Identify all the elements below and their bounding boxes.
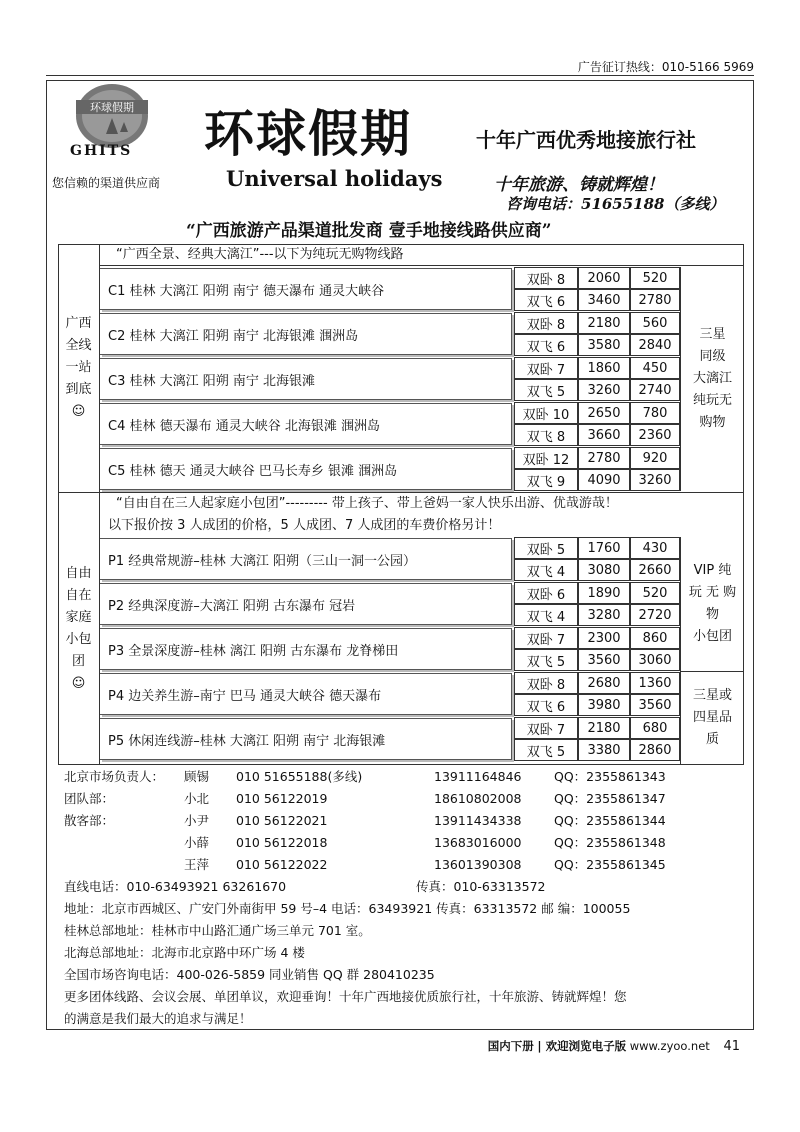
route-type: 双卧 5 (514, 537, 578, 559)
note-line: 同级 (699, 349, 726, 364)
route-name: P2 经典深度游–大漓江 阳朔 古东瀑布 冠岩 (100, 583, 512, 625)
price-child: 3260 (630, 469, 680, 491)
note-line: 纯玩无 (692, 393, 732, 408)
price-adult: 3980 (578, 694, 630, 716)
route-type: 双卧 12 (514, 447, 578, 469)
price-child: 560 (630, 312, 680, 334)
section2-banner (100, 493, 744, 537)
price-adult: 3660 (578, 424, 630, 446)
contact-mobile: 13601390308 (434, 857, 522, 872)
note-line: 小包团 (692, 629, 732, 644)
guilin-hq: 桂林总部地址：桂林市中山路汇通广场三单元 701 室。 (64, 923, 371, 938)
closing-text: 的满意是我们最大的追求与满足！ (64, 1011, 252, 1026)
route-type: 双卧 8 (514, 312, 578, 334)
contact-row (64, 788, 744, 810)
contact-tel: 010 56122019 (236, 791, 328, 806)
contact-row (64, 854, 744, 876)
ad-hotline: 广告征订热线：010-5166 5969 (577, 60, 754, 74)
route-name: C1 桂林 大漓江 阳朔 南宁 德天瀑布 通灵大峡谷 (100, 268, 512, 310)
price-adult: 3460 (578, 289, 630, 311)
section2-label (58, 493, 100, 764)
contact-qq: QQ：2355861348 (554, 835, 666, 850)
route-type: 双飞 5 (514, 379, 578, 401)
section2-label-line: 自由 (65, 565, 92, 581)
price-adult: 2780 (578, 447, 630, 469)
price-child: 450 (630, 357, 680, 379)
price-child: 2660 (630, 559, 680, 581)
subtitle: “广西旅游产品渠道批发商 壹手地接线路供应商” (186, 221, 552, 241)
contact-name: 顾锡 (184, 769, 210, 784)
section1-banner: “广西全景、经典大漓江”---以下为纯玩无购物线路 (100, 244, 744, 266)
footer-site[interactable]: www.zyoo.net (629, 1039, 710, 1053)
price-adult: 4090 (578, 469, 630, 491)
price-child: 2360 (630, 424, 680, 446)
contact-name: 小北 (184, 791, 210, 806)
route-type: 双飞 6 (514, 334, 578, 356)
note-line: 物 (705, 607, 719, 622)
route-name: C3 桂林 大漓江 阳朔 南宁 北海银滩 (100, 358, 512, 400)
contact-dept: 团队部： (64, 791, 115, 806)
price-adult: 2300 (578, 627, 630, 649)
contact-dept: 北京市场负责人： (64, 769, 165, 784)
consult-phone: 咨询电话：51655188（多线） (506, 195, 725, 213)
route-name: C2 桂林 大漓江 阳朔 南宁 北海银滩 涠洲岛 (100, 313, 512, 355)
route-name: C5 桂林 德天 通灵大峡谷 巴马长寿乡 银滩 涠洲岛 (100, 448, 512, 490)
price-adult: 2180 (578, 312, 630, 334)
contact-mobile: 13683016000 (434, 835, 522, 850)
price-child: 430 (630, 537, 680, 559)
contact-row (64, 766, 744, 788)
note-line: 玩 无 购 (688, 585, 737, 600)
price-adult: 2680 (578, 672, 630, 694)
price-adult: 3280 (578, 604, 630, 626)
footer-separator: | (537, 1039, 546, 1053)
price-child: 2840 (630, 334, 680, 356)
slogan: 十年旅游、铸就辉煌！ (494, 175, 664, 195)
route-type: 双飞 8 (514, 424, 578, 446)
section1-label-line: 全线 (65, 338, 92, 353)
route-type: 双卧 10 (514, 402, 578, 424)
fax: 传真：010-63313572 (416, 879, 546, 894)
direct-line: 直线电话：010-63493921 63261670 (64, 879, 287, 894)
price-child: 860 (630, 627, 680, 649)
beihai-hq: 北海总部地址：北海市北京路中环广场 4 楼 (64, 945, 305, 960)
tagline: 十年广西优秀地接旅行社 (476, 128, 696, 152)
contact-tel: 010 56122021 (236, 813, 328, 828)
contact-name: 小薛 (184, 835, 210, 850)
contact-name: 王萍 (184, 857, 210, 872)
contact-tel: 010 56122018 (236, 835, 328, 850)
section1-label-line: 到底 (65, 382, 92, 397)
brand-title: 环球假期 (204, 104, 412, 163)
route-type: 双飞 4 (514, 559, 578, 581)
section2-banner-line: “自由自在三人起家庭小包团”--------- 带上孩子、带上爸妈一家人快乐出游、优哉游哉！ (116, 496, 618, 511)
price-adult: 3560 (578, 649, 630, 671)
price-adult: 1760 (578, 537, 630, 559)
route-type: 双飞 4 (514, 604, 578, 626)
route-type: 双卧 7 (514, 627, 578, 649)
route-type: 双飞 6 (514, 289, 578, 311)
logo-text: GHITS (70, 143, 133, 159)
route-type: 双飞 9 (514, 469, 578, 491)
section1-label-line: 一站 (65, 360, 92, 375)
route-type: 双飞 5 (514, 739, 578, 761)
trust-text: 您信赖的渠道供应商 (52, 176, 161, 190)
price-child: 780 (630, 402, 680, 424)
section2-banner-line: 以下报价按 3 人成团的价格，5 人成团、7 人成团的车费价格另计！ (108, 518, 501, 533)
price-adult: 2060 (578, 267, 630, 289)
page-footer (488, 1038, 740, 1054)
price-child: 520 (630, 582, 680, 604)
note-line: 质 (705, 732, 719, 747)
contact-row (64, 832, 744, 854)
contact-qq: QQ：2355861343 (554, 769, 666, 784)
price-child: 920 (630, 447, 680, 469)
closing-text: 更多团体线路、会议会展、单团单议，欢迎垂询！十年广西地接优质旅行社，十年旅游、铸就辉煌！您 (64, 989, 627, 1004)
contact-row (64, 810, 744, 832)
contact-dept: 散客部： (64, 813, 115, 828)
section2-label-line: 家庭 (65, 609, 92, 625)
contact-tel: 010 56122022 (236, 857, 328, 872)
route-name: C4 桂林 德天瀑布 通灵大峡谷 北海银滩 涠洲岛 (100, 403, 512, 445)
route-name: P1 经典常规游–桂林 大漓江 阳朔（三山一洞一公园） (100, 538, 512, 580)
price-child: 1360 (630, 672, 680, 694)
price-adult: 1890 (578, 582, 630, 604)
note-line: 四星品 (692, 710, 732, 725)
direct-line-row (64, 876, 744, 898)
route-name: P5 休闲连线游–桂林 大漓江 阳朔 南宁 北海银滩 (100, 718, 512, 760)
route-type: 双飞 6 (514, 694, 578, 716)
price-adult: 1860 (578, 357, 630, 379)
contact-mobile: 13911434338 (434, 813, 522, 828)
section1-note (680, 267, 744, 491)
note-line: 购物 (699, 415, 726, 430)
section2-label-line: 自在 (65, 587, 92, 603)
note-line: 三星 (699, 327, 726, 342)
route-type: 双卧 7 (514, 357, 578, 379)
route-type: 双卧 6 (514, 582, 578, 604)
route-type: 双卧 7 (514, 717, 578, 739)
route-name: P4 边关养生游–南宁 巴马 通灵大峡谷 德天瀑布 (100, 673, 512, 715)
note-line: 大漓江 (692, 371, 732, 386)
section1-label (58, 244, 100, 492)
brand-english: Universal holidays (226, 166, 443, 191)
top-rule (46, 75, 754, 76)
price-child: 3060 (630, 649, 680, 671)
address: 地址：北京市西城区、广安门外南街甲 59 号–4 电话：63493921 传真：63313572 邮 编：100055 (64, 901, 631, 916)
section2-note-star (680, 671, 744, 764)
contact-qq: QQ：2355861345 (554, 857, 666, 872)
ghits-logo-icon (66, 82, 158, 152)
section2-label-line: 团 (71, 653, 85, 669)
route-type: 双卧 8 (514, 267, 578, 289)
contact-mobile: 13911164846 (434, 769, 522, 784)
note-line: 三星或 (692, 688, 732, 703)
contact-name: 小尹 (184, 813, 210, 828)
price-child: 3560 (630, 694, 680, 716)
price-child: 520 (630, 267, 680, 289)
route-type: 双卧 8 (514, 672, 578, 694)
svg-text:环球假期: 环球假期 (90, 101, 134, 114)
price-child: 680 (630, 717, 680, 739)
price-adult: 3080 (578, 559, 630, 581)
price-adult: 2180 (578, 717, 630, 739)
contact-qq: QQ：2355861347 (554, 791, 666, 806)
contact-mobile: 18610802008 (434, 791, 522, 806)
footer-section: 国内下册 (487, 1039, 534, 1053)
route-type: 双飞 5 (514, 649, 578, 671)
price-child: 2780 (630, 289, 680, 311)
price-child: 2740 (630, 379, 680, 401)
national-hotline: 全国市场咨询电话：400-026-5859 同业销售 QQ 群 280410235 (64, 967, 435, 982)
section1-label-line: 广西 (65, 316, 92, 331)
smiley-icon: ☺ (71, 404, 86, 419)
price-child: 2860 (630, 739, 680, 761)
price-child: 2720 (630, 604, 680, 626)
price-adult: 3580 (578, 334, 630, 356)
section2-label-line: 小包 (65, 631, 92, 647)
section2-note-vip (680, 537, 744, 671)
price-adult: 2650 (578, 402, 630, 424)
contacts-block (64, 766, 744, 1030)
contact-qq: QQ：2355861344 (554, 813, 666, 828)
smiley-icon: ☺ (71, 675, 86, 691)
price-adult: 3380 (578, 739, 630, 761)
page-number: 41 (723, 1039, 740, 1054)
contact-tel: 010 51655188(多线) (236, 769, 363, 784)
footer-welcome: 欢迎浏览电子版 (545, 1039, 627, 1053)
price-adult: 3260 (578, 379, 630, 401)
route-name: P3 全景深度游–桂林 漓江 阳朔 古东瀑布 龙脊梯田 (100, 628, 512, 670)
note-line: VIP 纯 (693, 563, 732, 578)
